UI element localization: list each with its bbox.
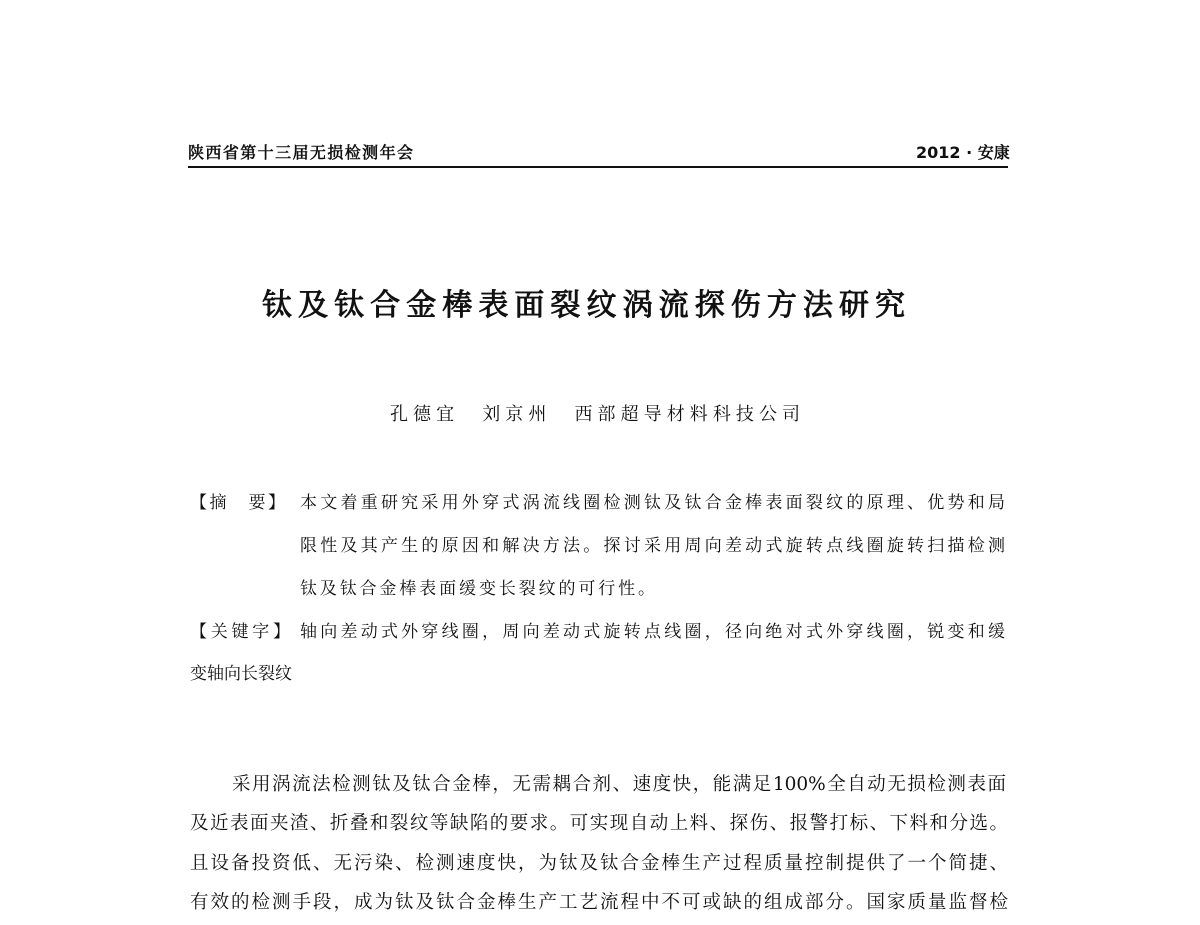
- abstract-line: 本文着重研究采用外穿式涡流线圈检测钛及钛合金棒表面裂纹的原理、优势和局: [300, 493, 1005, 513]
- keywords-line: 变轴向长裂纹: [190, 664, 292, 684]
- authors-line: 孔德宜 刘京州 西部超导材料科技公司: [390, 404, 800, 425]
- abstract-line: 钛及钛合金棒表面缓变长裂纹的可行性。: [300, 579, 655, 599]
- keywords-label: 【关键字】: [190, 622, 290, 642]
- running-header-year-place: 2012 · 安康: [916, 143, 1010, 162]
- abstract-label: 【摘 要】: [190, 493, 285, 513]
- abstract-line: 限性及其产生的原因和解决方法。探讨采用周向差动式旋转点线圈旋转扫描检测: [300, 536, 1005, 556]
- paper-title: 钛及钛合金棒表面裂纹涡流探伤方法研究: [262, 288, 905, 323]
- keywords-line: 轴向差动式外穿线圈，周向差动式旋转点线圈，径向绝对式外穿线圈，锐变和缓: [300, 622, 1005, 642]
- body-line: 采用涡流法检测钛及钛合金棒，无需耦合剂、速度快，能满足100%全自动无损检测表面: [232, 774, 1006, 795]
- body-line: 有效的检测手段，成为钛及钛合金棒生产工艺流程中不可或缺的组成部分。国家质量监督检: [190, 892, 1008, 913]
- body-line: 及近表面夹渣、折叠和裂纹等缺陷的要求。可实现自动上料、探伤、报警打标、下料和分选。: [190, 813, 1008, 834]
- header-rule: [188, 166, 1008, 168]
- body-line: 且设备投资低、无污染、检测速度快，为钛及钛合金棒生产过程质量控制提供了一个简捷、: [190, 853, 1008, 874]
- running-header-conference: 陕西省第十三届无损检测年会: [188, 143, 413, 162]
